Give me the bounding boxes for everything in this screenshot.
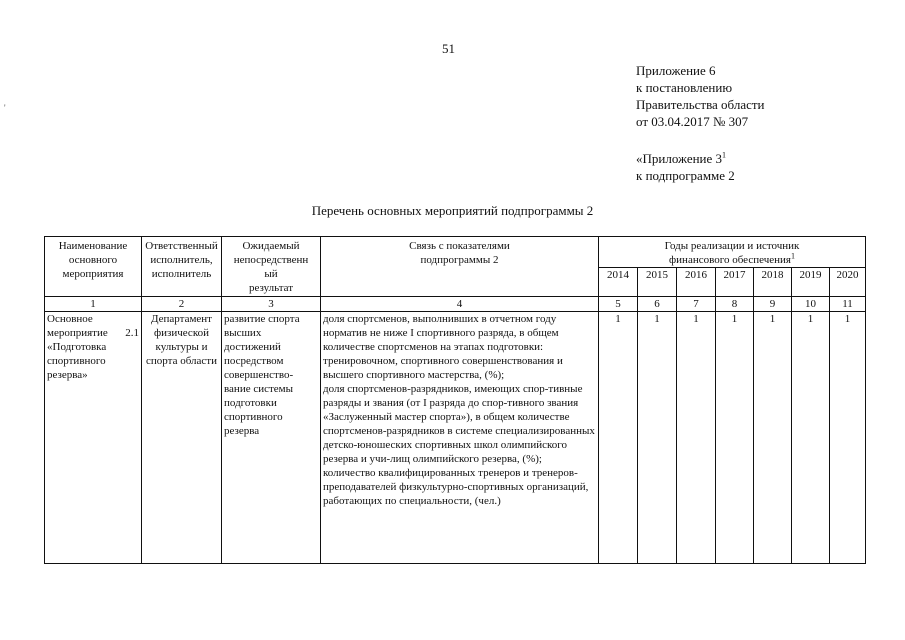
column-number: 2 — [142, 297, 222, 312]
appendix2-line-1 — [636, 150, 735, 167]
margin-mark: ' — [4, 103, 6, 113]
executor-cell: Департамент физической культуры и спорта области — [142, 312, 222, 564]
year-header: 2014 — [599, 268, 638, 297]
column-number: 9 — [754, 297, 792, 312]
year-header: 2017 — [716, 268, 754, 297]
appendix-line-3: Правительства области — [636, 97, 765, 112]
year-header: 2020 — [830, 268, 866, 297]
page-number: 51 — [442, 41, 455, 56]
header-years-group — [599, 237, 866, 268]
year-value-cell: 1 — [830, 312, 866, 564]
appendix-line-2: к постановлению — [636, 80, 733, 95]
appendix2-block — [636, 150, 735, 184]
measures-table — [44, 236, 866, 564]
result-cell: развитие спорта высших достижений посредством совершенство-вание системы подготовки спортивного резерва — [222, 312, 321, 564]
column-number: 11 — [830, 297, 866, 312]
column-number: 1 — [45, 297, 142, 312]
year-value-cell: 1 — [599, 312, 638, 564]
year-header: 2018 — [754, 268, 792, 297]
year-header: 2016 — [677, 268, 716, 297]
header-indicators — [321, 237, 599, 297]
indicator-text: доля спортсменов, выполнивших в отчетном году норматив не ниже I спортивного разряда, в общем количестве спортсменов на этапах подготовки: тренировочном, спортивного совершенствования и высшего спортивного мастерства, (%); — [323, 313, 563, 381]
header-years-line-2-text: финансового обеспечения — [669, 254, 791, 266]
year-header: 2019 — [792, 268, 830, 297]
header-result-line-2: ый — [264, 268, 278, 280]
table-row — [45, 312, 866, 564]
header-result-line-3: результат — [248, 282, 294, 294]
appendix-block — [636, 62, 765, 130]
column-number: 10 — [792, 297, 830, 312]
indicator-text: количество квалифицированных тренеров и тренеров-преподавателей физкультурно-спортивных организаций, работающих по специальности, (чел.) — [323, 467, 589, 507]
header-expected-result — [222, 237, 321, 297]
column-number: 5 — [599, 297, 638, 312]
appendix-line-1: Приложение 6 — [636, 63, 716, 78]
header-years-line-2 — [601, 253, 863, 267]
column-number: 8 — [716, 297, 754, 312]
appendix2-prefix: «Приложение 3 — [636, 151, 723, 166]
year-value-cell: 1 — [792, 312, 830, 564]
header-measure-name: Наименование основного мероприятия — [45, 237, 142, 297]
year-header: 2015 — [638, 268, 677, 297]
column-number: 3 — [222, 297, 321, 312]
indicator-text: доля спортсменов-разрядников, имеющих спор-тивные разряды и звания (от I разряда до спор-тивного звания «Заслуженный мастер спорта»), в общем количестве спортсменов-разрядников в системе специализированных детско-юношеских спортивных школ олимпийского резерва и учи-лищ олимпийского резерва, (%); — [323, 383, 595, 465]
header-indicators-line-2: подпрограммы 2 — [420, 254, 499, 266]
column-number: 6 — [638, 297, 677, 312]
year-value-cell: 1 — [638, 312, 677, 564]
year-value-cell: 1 — [677, 312, 716, 564]
appendix-line-4: от 03.04.2017 № 307 — [636, 114, 749, 129]
appendix2-line-2: к подпрограмме 2 — [636, 168, 735, 183]
header-indicators-line-1: Связь с показателями — [409, 240, 510, 252]
column-number: 7 — [677, 297, 716, 312]
header-executor: Ответственный исполнитель, исполнитель — [142, 237, 222, 297]
measure-name-cell: Основное мероприятие 2.1 «Подготовка спортивного резерва» — [45, 312, 142, 564]
header-years-line-1: Годы реализации и источник — [664, 240, 800, 252]
appendix2-sup: 1 — [722, 150, 727, 160]
document-title: Перечень основных мероприятий подпрограммы 2 — [311, 203, 594, 218]
year-value-cell: 1 — [716, 312, 754, 564]
column-number: 4 — [321, 297, 599, 312]
header-years-sup: 1 — [790, 251, 795, 261]
indicators-cell — [321, 312, 599, 564]
year-value-cell: 1 — [754, 312, 792, 564]
header-result-line-1: Ожидаемый непосредственн — [233, 240, 309, 266]
